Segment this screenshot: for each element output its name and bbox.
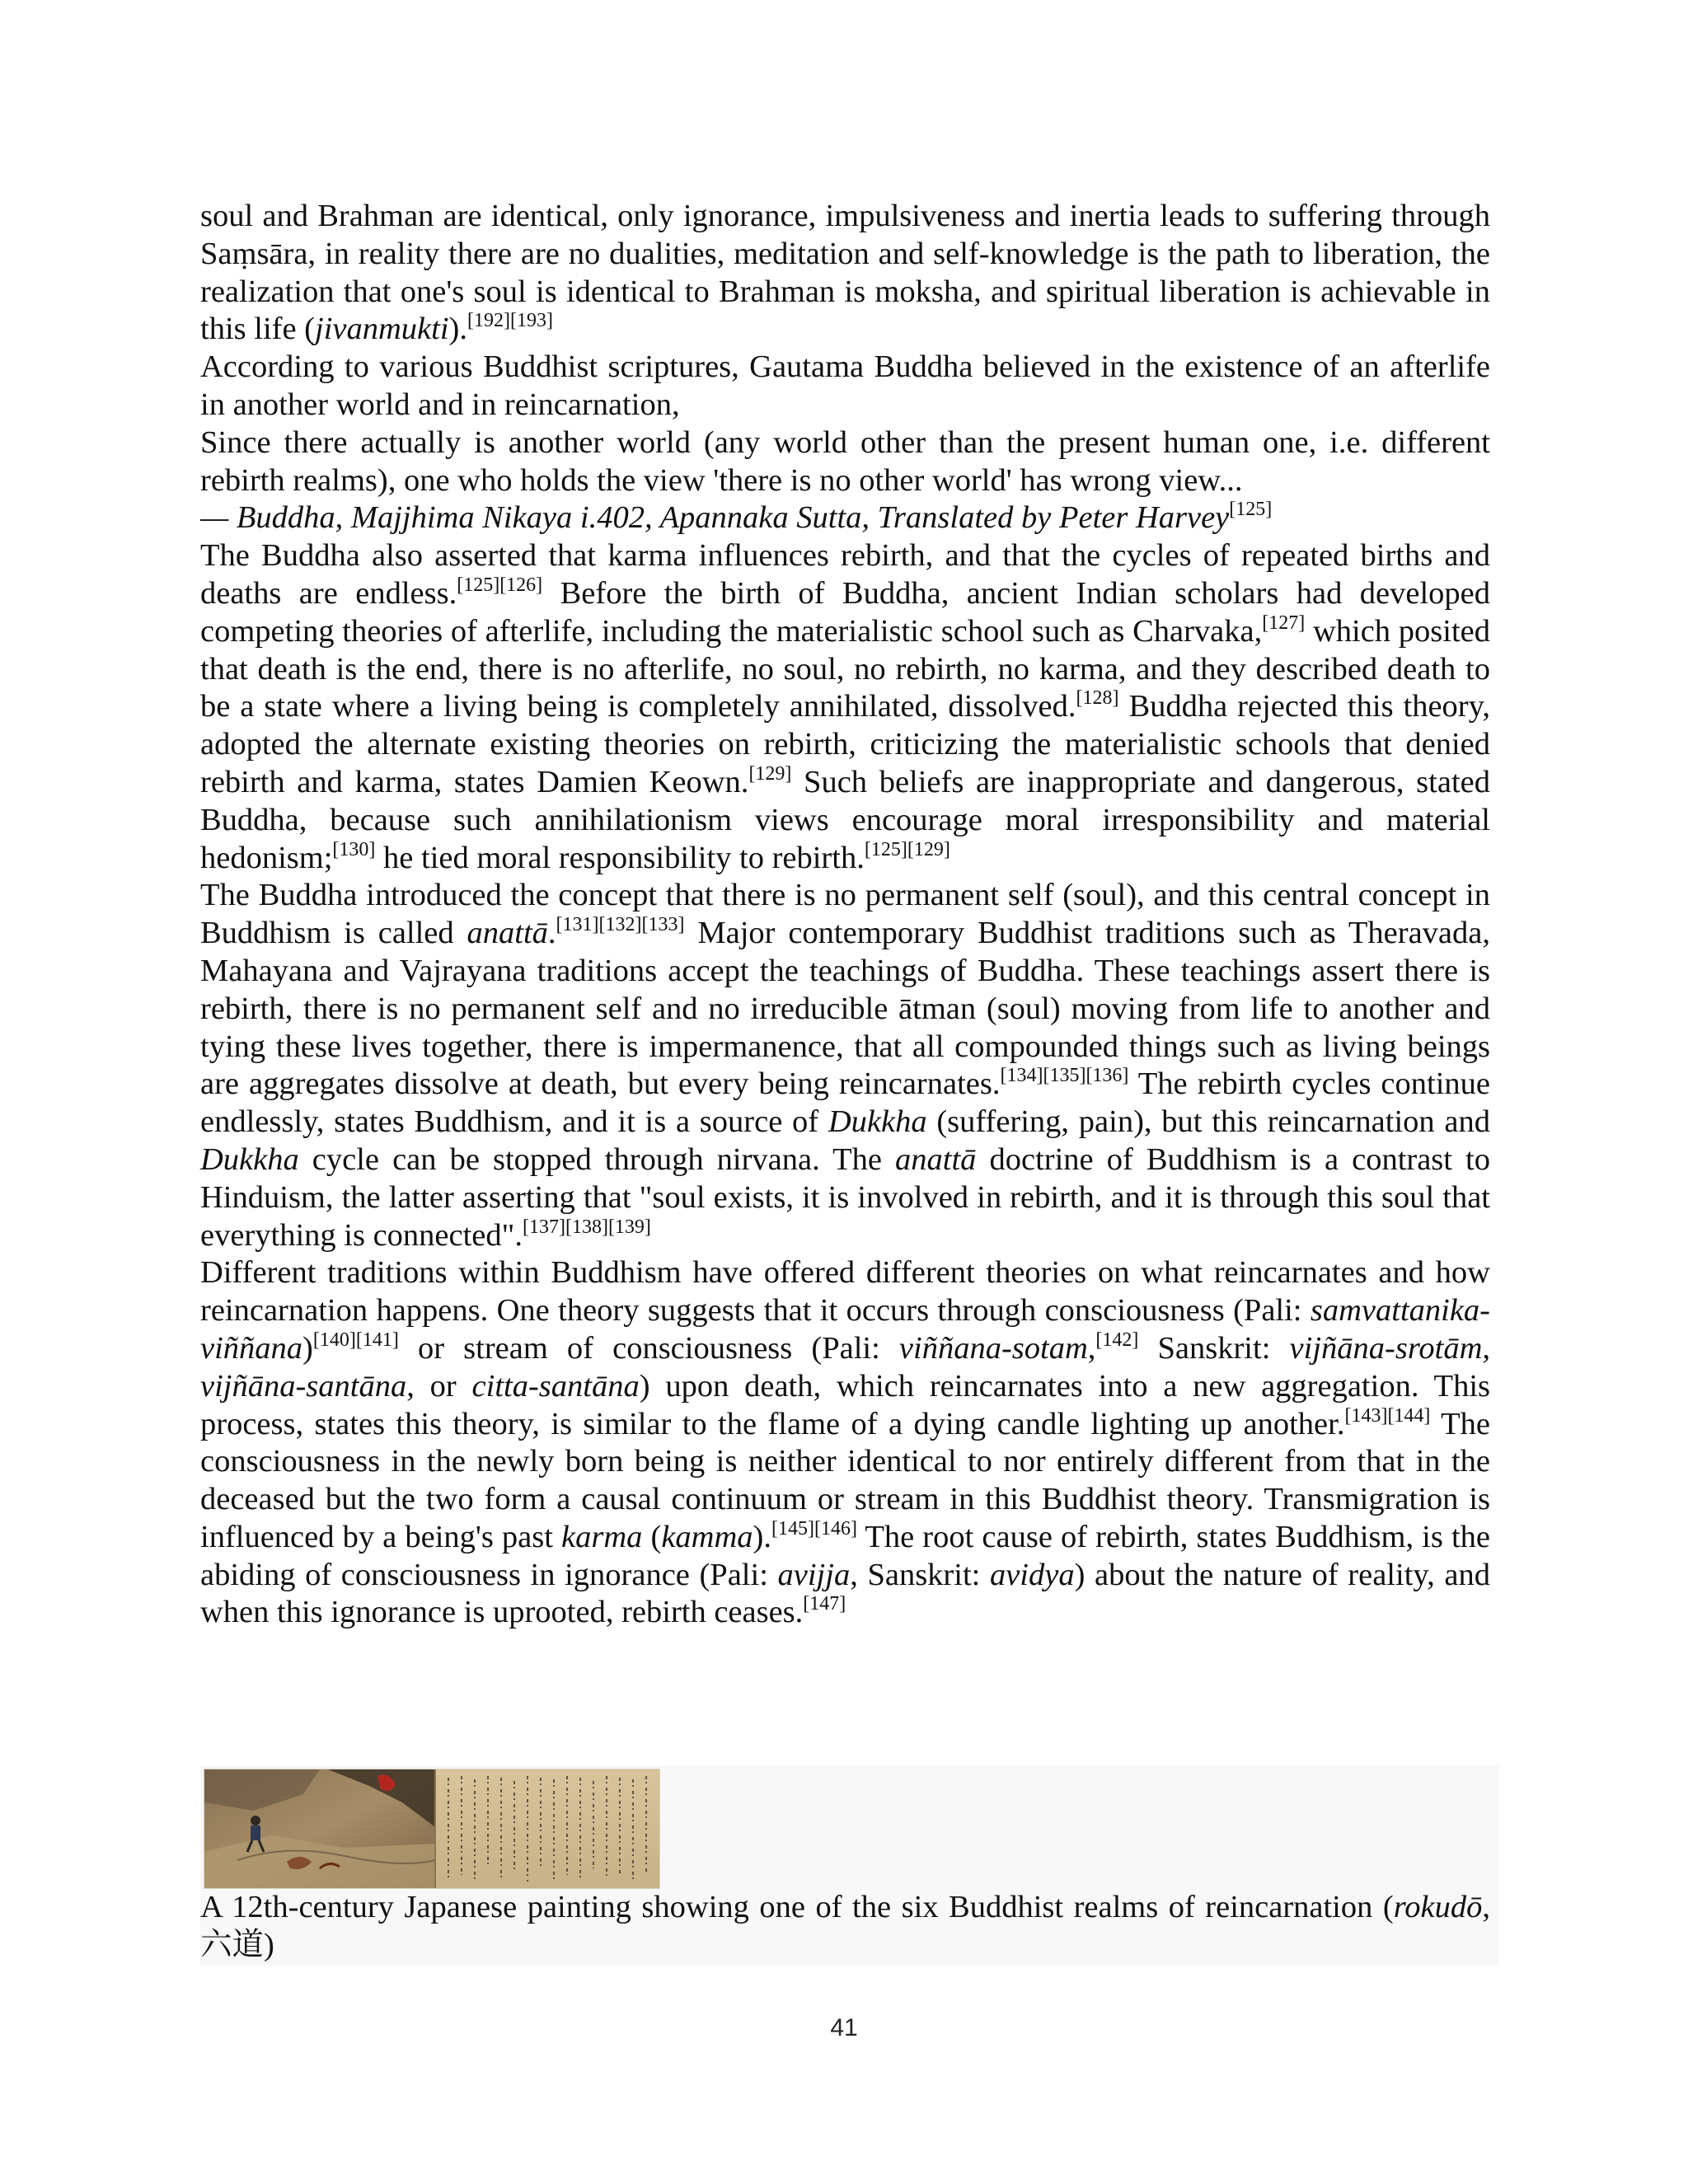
text-run: (	[642, 1519, 662, 1554]
attribution-text: — Buddha, Majjhima Nikaya i.402, Apannaka Sutta, Translated by Peter Harvey	[200, 500, 1230, 536]
text-run: ).	[448, 312, 467, 347]
italic-term: karma	[561, 1519, 643, 1554]
scroll-painting-image	[204, 1769, 659, 1888]
text-run: Buddha rejected this theory, adopted the alternate existing theories on rebirth, criticizing the materialistic schools that denied rebirth and karma, states Damien Keown.	[200, 689, 1490, 799]
citation-link[interactable]: [140][141]	[312, 1329, 399, 1351]
citation-link[interactable]: [145][146]	[771, 1517, 857, 1540]
citation-link[interactable]: [127]	[1262, 612, 1306, 634]
citation-link[interactable]: [142]	[1095, 1329, 1139, 1351]
text-run: The Buddha also asserted that karma influences rebirth, and that the cycles of repeated births and deaths are endless.	[200, 538, 1490, 611]
text-run: Such beliefs are inappropriate and dangerous, stated Buddha, because such annihilationism views encourage moral irresponsibility and material hedonism;	[200, 764, 1490, 875]
figure-block	[200, 1765, 1499, 1966]
citation-link[interactable]: [125]	[1229, 499, 1273, 521]
italic-term: avidya	[989, 1557, 1075, 1592]
citation-link[interactable]: [128]	[1076, 687, 1119, 710]
text-run: soul and Brahman are identical, only ignorance, impulsiveness and inertia leads to suffering through Saṃsāra, in reality there are no dualities, meditation and self-knowledge is the path to liberation, the realization that one's soul is identical to Brahman is moksha, and spiritual liberation is achievable in this life (	[200, 199, 1490, 347]
paragraph-3	[200, 537, 1490, 877]
citation-link[interactable]: [125][129]	[864, 838, 950, 860]
caption-italic-term: rokudō	[1393, 1890, 1483, 1924]
italic-term: jivanmukti	[315, 312, 449, 347]
text-run: ) upon death, which reincarnates into a new aggregation. This process, states this theory, is similar to the flame of a dying candle lighting up another.	[200, 1368, 1490, 1441]
page-number: 41	[830, 2014, 858, 2041]
text-run: The consciousness in the newly born being is neither identical to nor entirely different from that in the deceased but the two form a causal continuum or stream in this Buddhist theory. Transmigration is influenced by a being's past	[200, 1406, 1490, 1554]
text-run: he tied moral responsibility to rebirth.	[375, 840, 865, 875]
citation-link[interactable]: [130]	[332, 838, 376, 860]
text-run: The root cause of rebirth, states Buddhism, is the abiding of consciousness in ignorance (Pali:	[200, 1519, 1490, 1592]
text-run: Major contemporary Buddhist traditions such as Theravada, Mahayana and Vajrayana traditions accept the teachings of Buddha. These teachings assert there is rebirth, there is no permanent self and no irreducible ātman (soul) moving from life to another and tying these lives together, there is impermanence, that all compounded things such as living beings are aggregates dissolve at death, but every being reincarnates.	[200, 916, 1490, 1102]
italic-term: anattā	[895, 1141, 977, 1177]
citation-link[interactable]: [125][126]	[457, 574, 543, 596]
text-run: Since there actually is another world (any world other than the present human one, i.e. different rebirth realms), one who holds the view 'there is no other world' has wrong view...	[200, 424, 1490, 498]
text-run: )	[302, 1330, 313, 1366]
quote-paragraph	[200, 424, 1490, 500]
text-run: doctrine of Buddhism is a contrast to Hinduism, the latter asserting that "soul exists, it is involved in rebirth, and it is through this soul that everything is connected".	[200, 1141, 1490, 1253]
text-run: (suffering, pain), but this reincarnation and	[926, 1104, 1490, 1140]
text-run: Different traditions within Buddhism have offered different theories on what reincarnates and how reincarnation happens. One theory suggests that it occurs through consciousness (Pali:	[200, 1255, 1490, 1329]
citation-link[interactable]: [137][138][139]	[522, 1216, 651, 1238]
paragraph-4	[200, 877, 1490, 1254]
paragraph-5	[200, 1254, 1490, 1632]
figure-caption	[200, 1889, 1490, 1965]
caption-text: A 12th-century Japanese painting showing one of the six Buddhist realms of reincarnation (	[200, 1890, 1394, 1924]
italic-term: kamma	[661, 1519, 753, 1554]
italic-term: anattā	[467, 916, 548, 951]
paragraph-1	[200, 198, 1490, 349]
caption-text: , 六道)	[200, 1890, 1490, 1962]
text-run: , Sanskrit:	[850, 1557, 990, 1592]
citation-link[interactable]: [143][144]	[1344, 1404, 1431, 1427]
italic-term: vijñāna-srotām, vijñāna-santāna	[200, 1330, 1490, 1404]
text-run: which posited that death is the end, there is no afterlife, no soul, no rebirth, no karma, and they described death to be a state where a living being is completely annihilated, dissolved.	[200, 613, 1490, 724]
citation-link[interactable]: [147]	[803, 1593, 846, 1615]
japanese-scroll-painting[interactable]	[204, 1769, 660, 1889]
text-run: ) about the nature of reality, and when this ignorance is uprooted, rebirth ceases.	[200, 1557, 1490, 1630]
citation-link[interactable]: [192][193]	[467, 310, 553, 332]
text-run: , or	[406, 1368, 472, 1404]
citation-link[interactable]: [134][135][136]	[1000, 1065, 1129, 1087]
text-run: ,	[1087, 1330, 1096, 1366]
text-run: The rebirth cycles continue endlessly, states Buddhism, and it is a source of	[200, 1066, 1491, 1140]
italic-term: samvattanika-viññana	[200, 1293, 1490, 1366]
text-run: .	[547, 916, 556, 951]
text-run: The Buddha introduced the concept that there is no permanent self (soul), and this central concept in Buddhism is called	[200, 878, 1490, 951]
citation-link[interactable]: [131][132][133]	[556, 914, 685, 936]
citation-link[interactable]: [129]	[748, 762, 792, 785]
text-run: According to various Buddhist scriptures, Gautama Buddha believed in the existence of an afterlife in another world and in reincarnation,	[200, 349, 1490, 422]
paragraph-2	[200, 349, 1490, 424]
italic-term: avijja	[777, 1557, 851, 1592]
text-run: cycle can be stopped through nirvana. The	[298, 1141, 896, 1177]
text-run: Before the birth of Buddha, ancient Indian scholars had developed competing theories of afterlife, including the materialistic school such as Charvaka,	[200, 575, 1490, 649]
text-run: ).	[753, 1519, 771, 1554]
italic-term: citta-santāna	[471, 1368, 640, 1404]
text-run: Sanskrit:	[1138, 1330, 1290, 1366]
italic-term: Dukkha	[200, 1141, 299, 1177]
italic-term: viññana-sotam	[898, 1330, 1088, 1366]
quote-attribution	[200, 499, 1490, 537]
body-text	[200, 198, 1490, 1632]
italic-term: Dukkha	[828, 1104, 927, 1140]
text-run: or stream of consciousness (Pali:	[398, 1330, 899, 1366]
